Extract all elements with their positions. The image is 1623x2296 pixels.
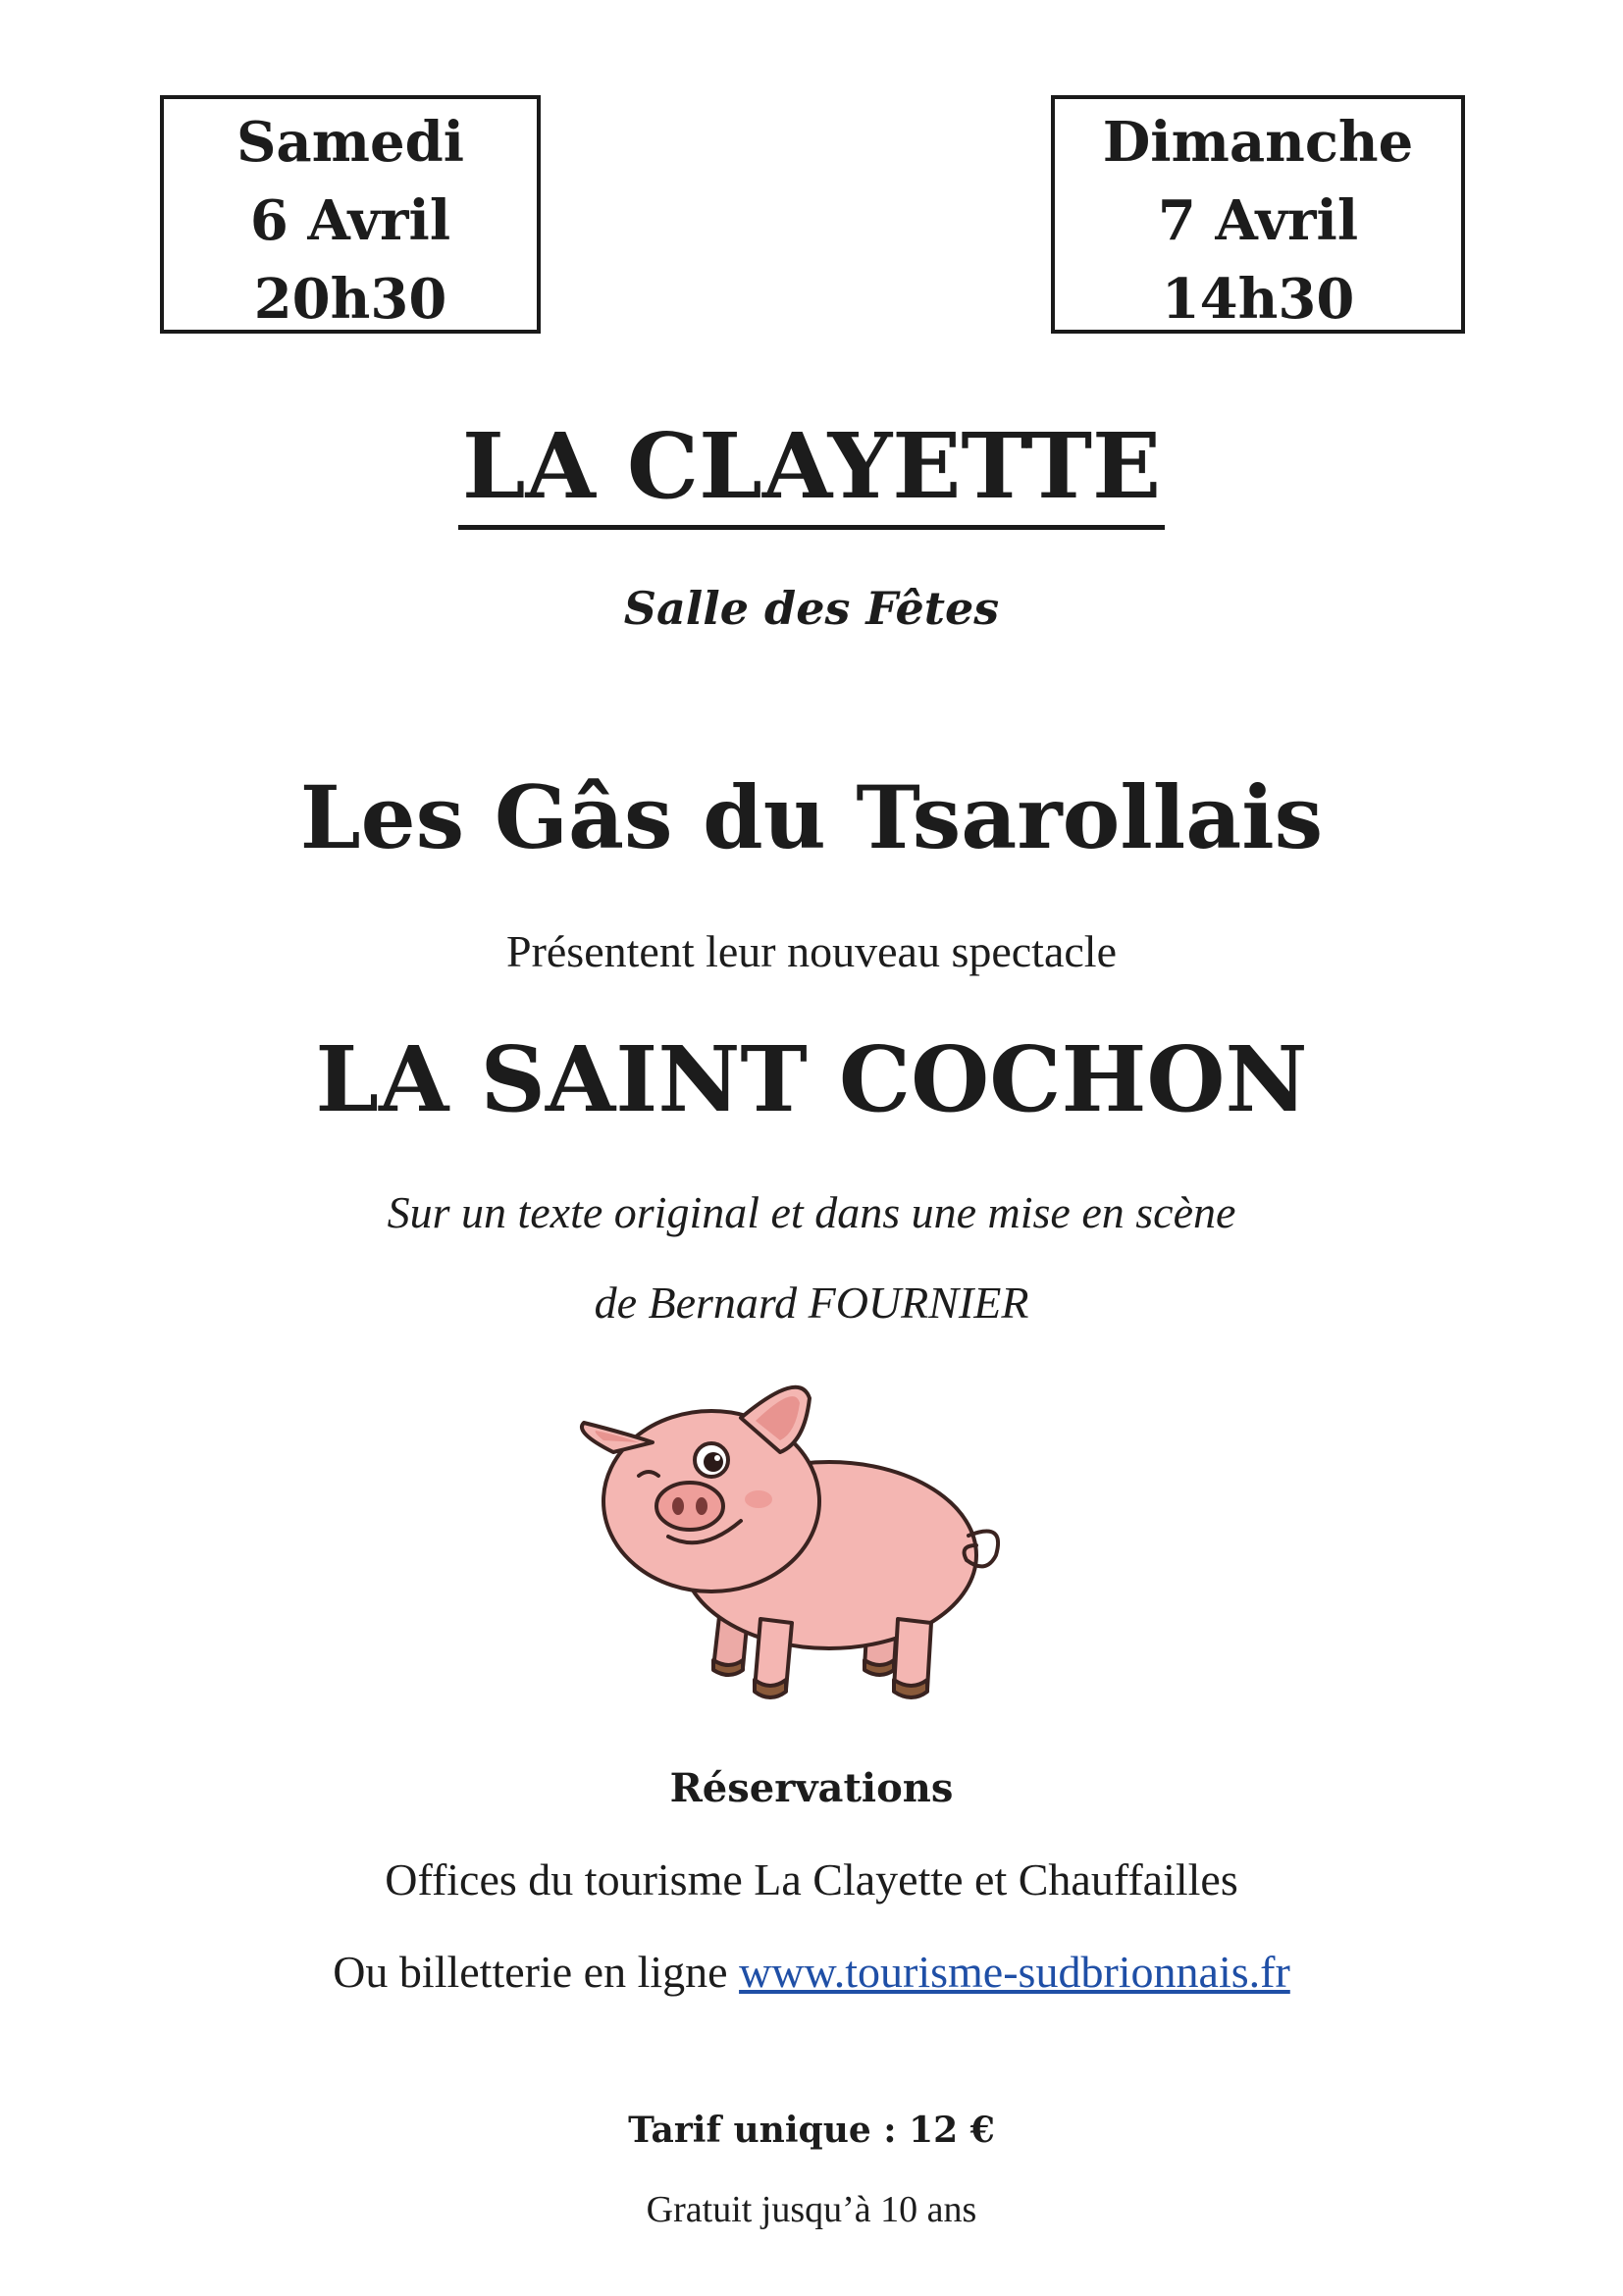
show-title: LA SAINT COCHON xyxy=(315,1026,1308,1132)
date-box-sunday xyxy=(1051,95,1465,334)
saturday-day: Samedi xyxy=(236,110,465,175)
reservations-title: Réservations xyxy=(669,1765,954,1811)
price: Tarif unique : 12 € xyxy=(628,2110,995,2151)
town-name: LA CLAYETTE xyxy=(458,413,1165,530)
ticketing-link[interactable]: www.tourisme-sudbrionnais.fr xyxy=(739,1947,1290,1997)
pig-icon xyxy=(574,1374,1006,1707)
author-line-2: de Bernard FOURNIER xyxy=(594,1278,1029,1328)
troupe-name: Les Gâs du Tsarollais xyxy=(299,766,1324,868)
venue: Salle des Fêtes xyxy=(623,582,1000,635)
saturday-date: 6 Avril xyxy=(249,188,451,253)
town-heading xyxy=(0,412,1623,520)
saturday-time: 20h30 xyxy=(253,267,447,332)
reservations-offices: Offices du tourisme La Clayette et Chauffailles xyxy=(385,1854,1238,1905)
online-prefix: Ou billetterie en ligne xyxy=(333,1947,740,1997)
date-box-saturday xyxy=(160,95,541,334)
sunday-time: 14h30 xyxy=(1161,267,1355,332)
sunday-day: Dimanche xyxy=(1102,110,1414,175)
sunday-date: 7 Avril xyxy=(1157,188,1359,253)
reservations-online xyxy=(0,1943,1623,2002)
presents-line: Présentent leur nouveau spectacle xyxy=(505,926,1117,976)
free-admission-note: Gratuit jusqu’à 10 ans xyxy=(646,2189,977,2230)
author-line-1: Sur un texte original et dans une mise en scène xyxy=(387,1187,1236,1237)
